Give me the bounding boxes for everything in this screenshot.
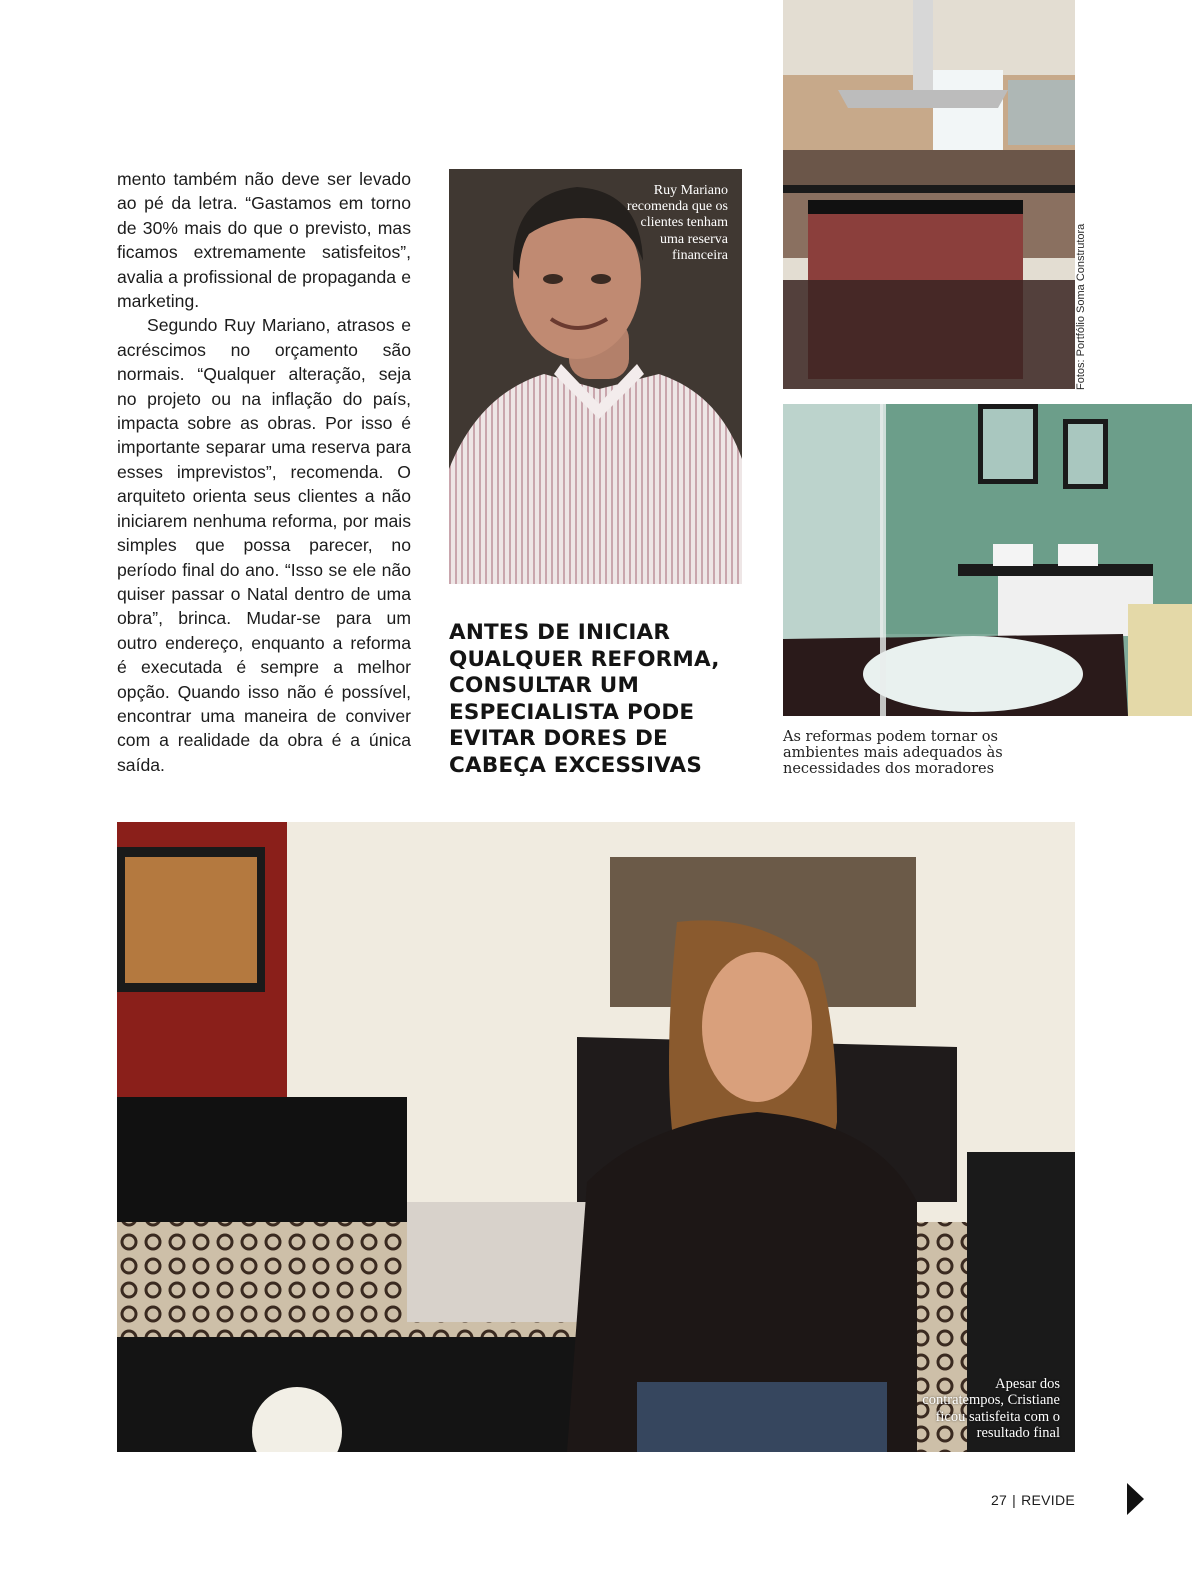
photo-caption: Apesar dos contratempos, Cristiane ficou satisfeita com o resultado final <box>922 1376 1060 1441</box>
page-footer <box>991 1492 1075 1508</box>
living-room-photo <box>117 822 1075 1452</box>
ruy-mariano-photo <box>449 169 742 584</box>
living-room-illustration <box>117 822 1075 1452</box>
right-triangle-arrow-icon[interactable] <box>1127 1483 1144 1515</box>
kitchen-illustration <box>783 0 1075 389</box>
photo-credit: Fotos: Portfólio Soma Construtora <box>1075 223 1087 390</box>
photo-caption: As reformas podem tornar os ambientes mais adequados às necessidades dos moradores <box>783 729 1003 778</box>
footer-separator: | <box>1012 1492 1017 1508</box>
article-body-column <box>117 167 411 777</box>
magazine-name: REVIDE <box>1021 1492 1075 1508</box>
bathroom-photo <box>783 404 1192 716</box>
pull-quote: ANTES DE INICIAR QUALQUER REFORMA, CONSULTAR UM ESPECIALISTA PODE EVITAR DORES DE CABEÇA EXCESSIVAS <box>449 620 720 778</box>
bathroom-illustration <box>783 404 1192 716</box>
page-number: 27 <box>990 1492 1008 1508</box>
article-paragraph: mento também não deve ser levado ao pé da letra. “Gastamos em torno de 30% mais do que o previsto, mas ficamos extremamente satisfeitos”, avalia a profissional de propaganda e marketing. <box>117 169 411 312</box>
kitchen-photo <box>783 0 1075 389</box>
photo-caption: Ruy Mariano recomenda que os clientes tenham uma reserva financeira <box>626 183 728 263</box>
article-paragraph: Segundo Ruy Mariano, atrasos e acréscimos no orçamento são normais. “Qualquer alteração, seja no projeto ou na inflação do país, impacta sobre as obras. Por isso é importante separar uma reserva para esses imprevistos”, recomenda. O arquiteto orienta seus clientes a não iniciarem nenhuma reforma, por mais simples que possa parecer, no período final do ano. “Isso se ele não quiser passar o Natal dentro de uma obra”, brinca. Mudar-se para um outro endereço, enquanto a reforma é executada é sempre a melhor opção. Quando isso não é possível, encontrar uma maneira de conviver com a realidade da obra é a única saída. <box>117 315 411 775</box>
